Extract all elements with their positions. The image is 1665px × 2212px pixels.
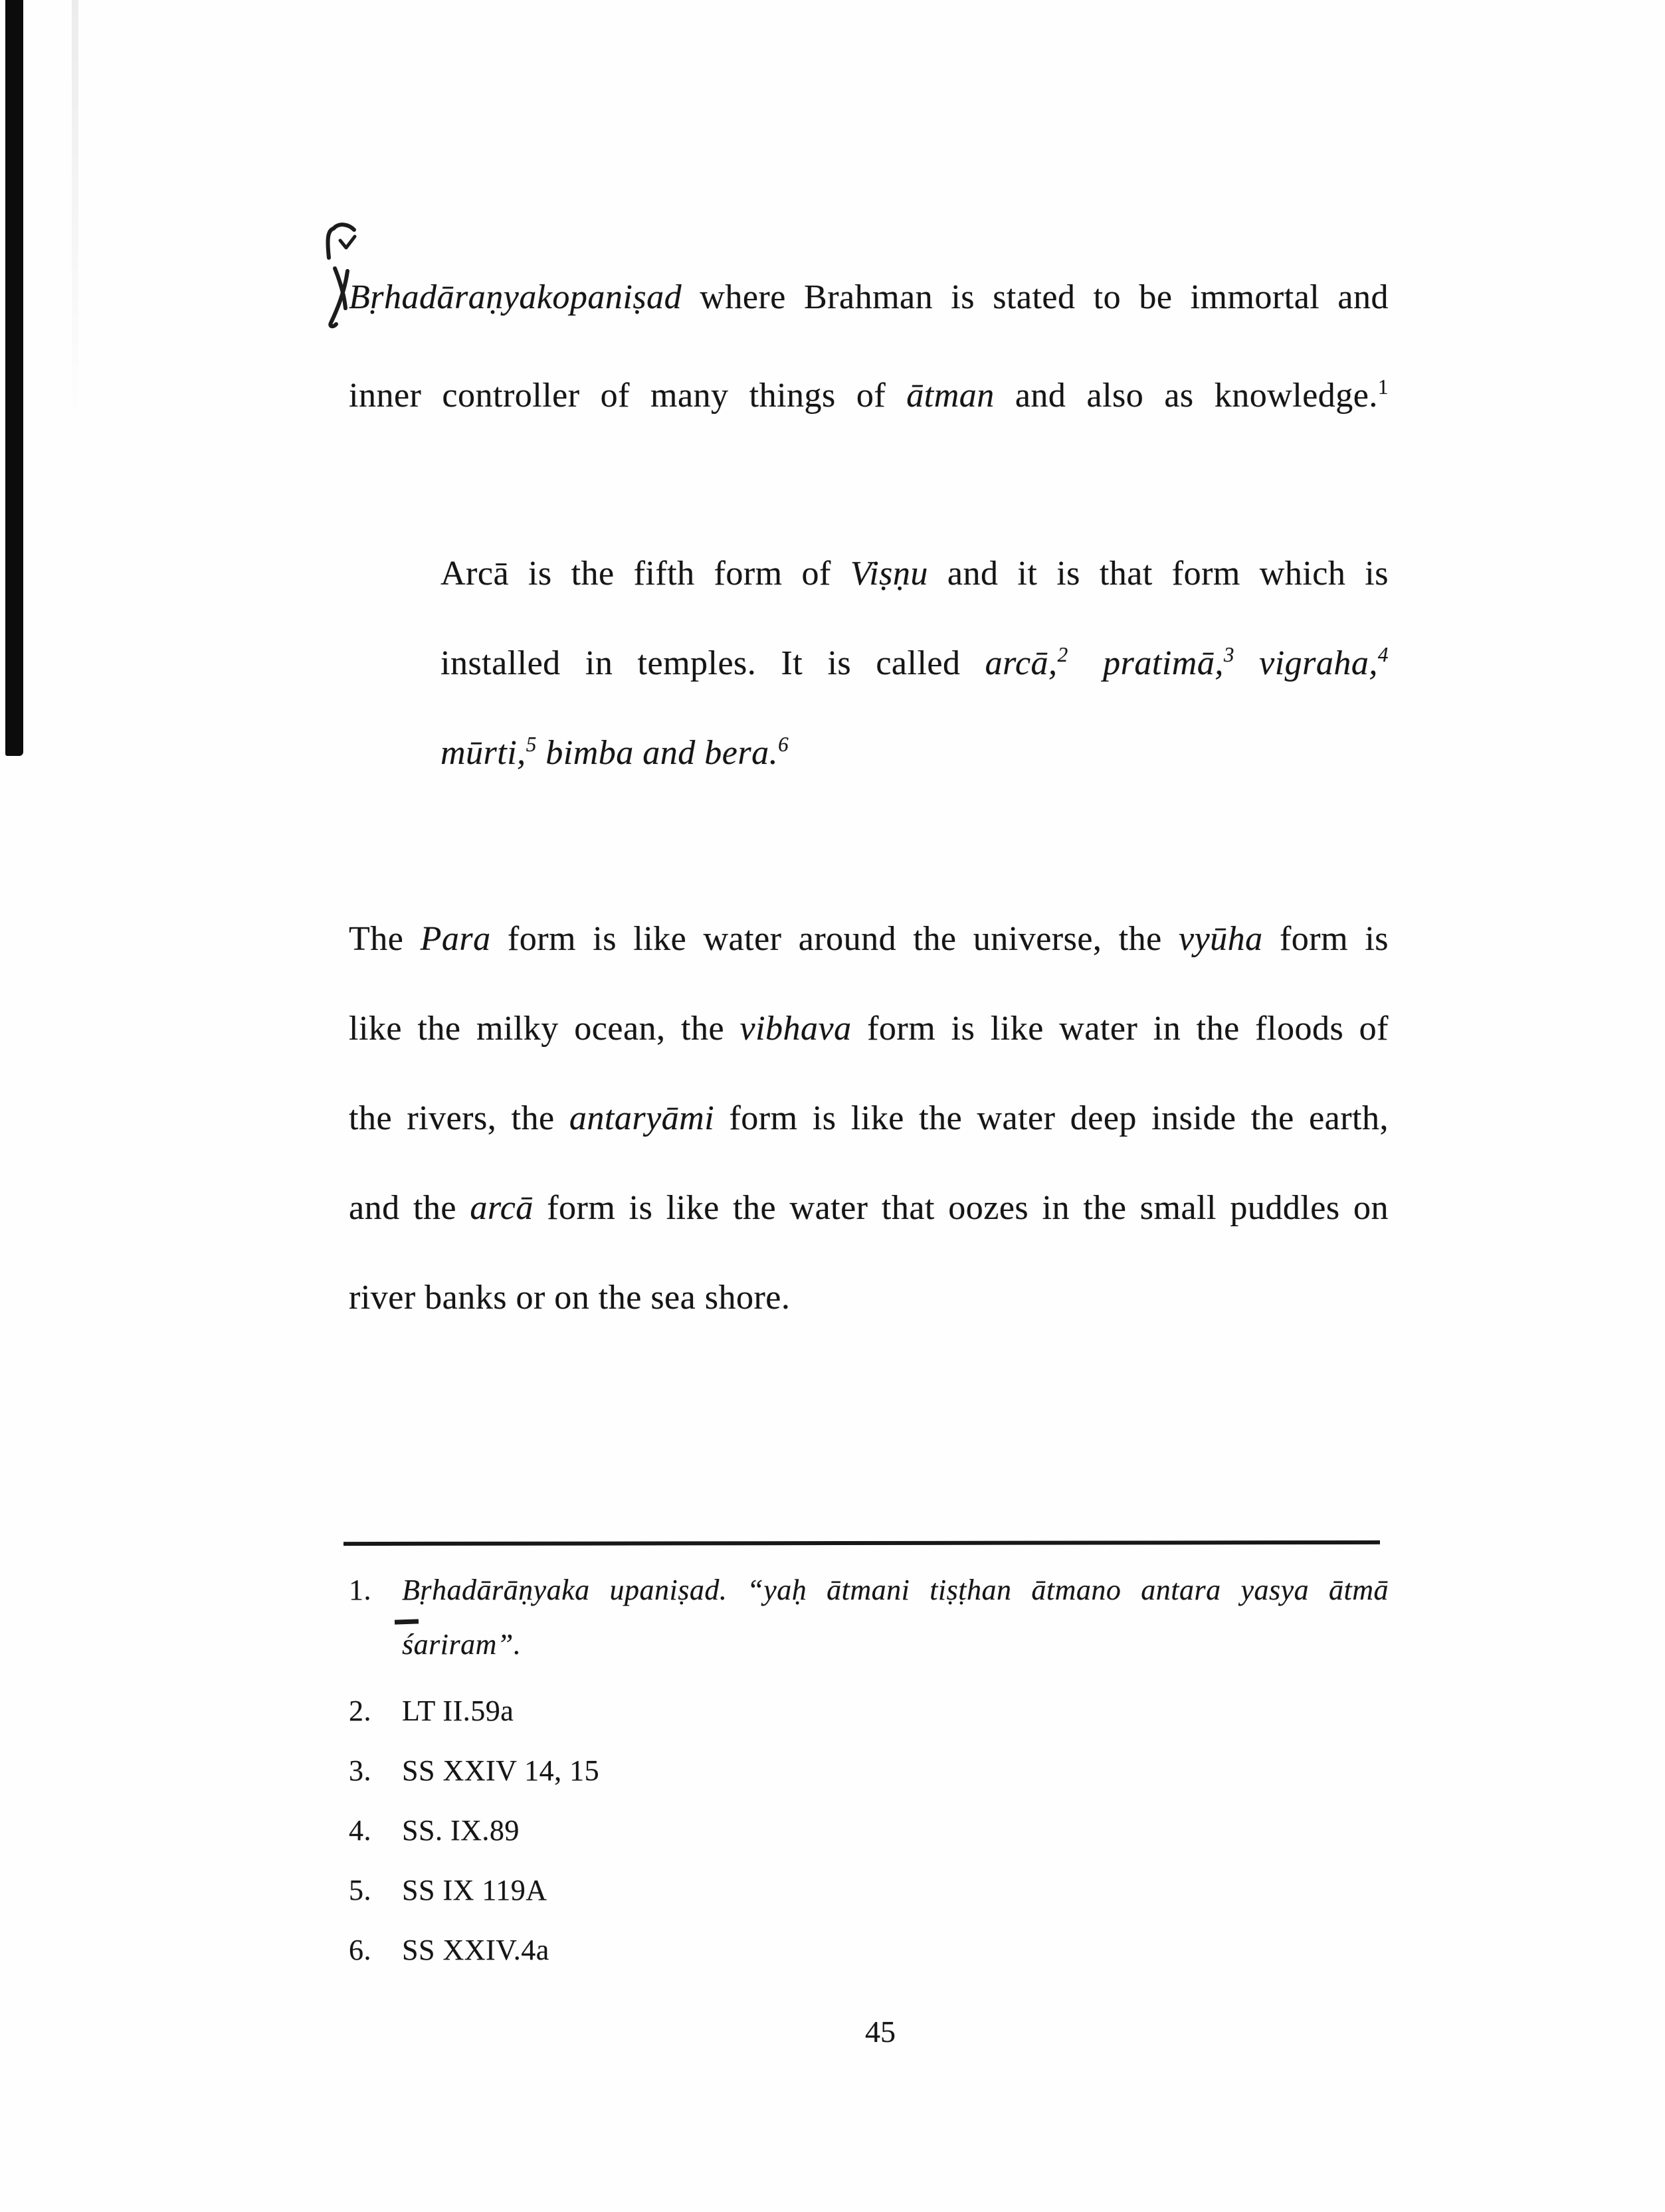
paragraph-line: like the milky ocean, the vibhava form is like water in the floods of [349, 1010, 1389, 1048]
footnote-number: 6. [349, 1934, 371, 1966]
footnote-2 [349, 1681, 1389, 1741]
footnote-number: 4. [349, 1814, 371, 1847]
footnote-3 [349, 1741, 1389, 1801]
footnote-number: 3. [349, 1754, 371, 1787]
footnote-1 [349, 1563, 1389, 1672]
footnote-number: 5. [349, 1874, 371, 1906]
footnote-line: śariram”. [402, 1628, 522, 1661]
paragraph-line: the rivers, the antaryāmi form is like the water deep inside the earth, [349, 1099, 1389, 1137]
footnote-text: SS XXIV 14, 15 [402, 1754, 600, 1787]
body-paragraph [349, 894, 1389, 1342]
page-number: 45 [865, 2015, 896, 2049]
quote-line: installed in temples. It is called arcā,$^2$ pratimā,$^3$ vigraha,$^4$ [441, 642, 1389, 682]
footnote-list [349, 1681, 1389, 1980]
footnote-number: 2. [349, 1695, 371, 1727]
footnote-separator-rule [343, 1540, 1380, 1546]
footnote-4 [349, 1801, 1389, 1861]
footnote-5 [349, 1861, 1389, 1920]
footnote-line: Bṛhadārāṇyaka upaniṣad. “yaḥ ātmani tiṣṭhan ātmano antara yasya ātmā [402, 1574, 1389, 1606]
block-quote [441, 529, 1389, 798]
quote-line: mūrti,$^5$ bimba and bera.$^6$ [441, 732, 789, 772]
footnote-text: LT II.59a [402, 1695, 514, 1727]
opening-paragraph [349, 248, 1389, 445]
scanner-artifact-strip [5, 0, 23, 756]
stray-macron-artifact [395, 1619, 419, 1624]
quote-line: Arcā is the fifth form of Viṣṇu and it is that form which is [441, 555, 1389, 593]
paragraph-line: The Para form is like water around the universe, the vyūha form is [349, 920, 1389, 958]
paragraph-line: inner controller of many things of ātman and also as knowledge.$^1$ [349, 375, 1389, 415]
footnote-text: SS. IX.89 [402, 1814, 520, 1847]
footnote-text: SS XXIV.4a [402, 1934, 549, 1966]
footnote-number: 1. [349, 1574, 371, 1606]
paragraph-line: river banks or on the sea shore. [349, 1279, 791, 1317]
paper-edge-shading [72, 0, 78, 425]
footnote-6 [349, 1920, 1389, 1980]
footnote-text: SS IX 119A [402, 1874, 547, 1906]
paragraph-line: Bṛhadāraṇyakopaniṣad where Brahman is stated to be immortal and [349, 278, 1389, 316]
paragraph-line: and the arcā form is like the water that oozes in the small puddles on [349, 1189, 1389, 1227]
